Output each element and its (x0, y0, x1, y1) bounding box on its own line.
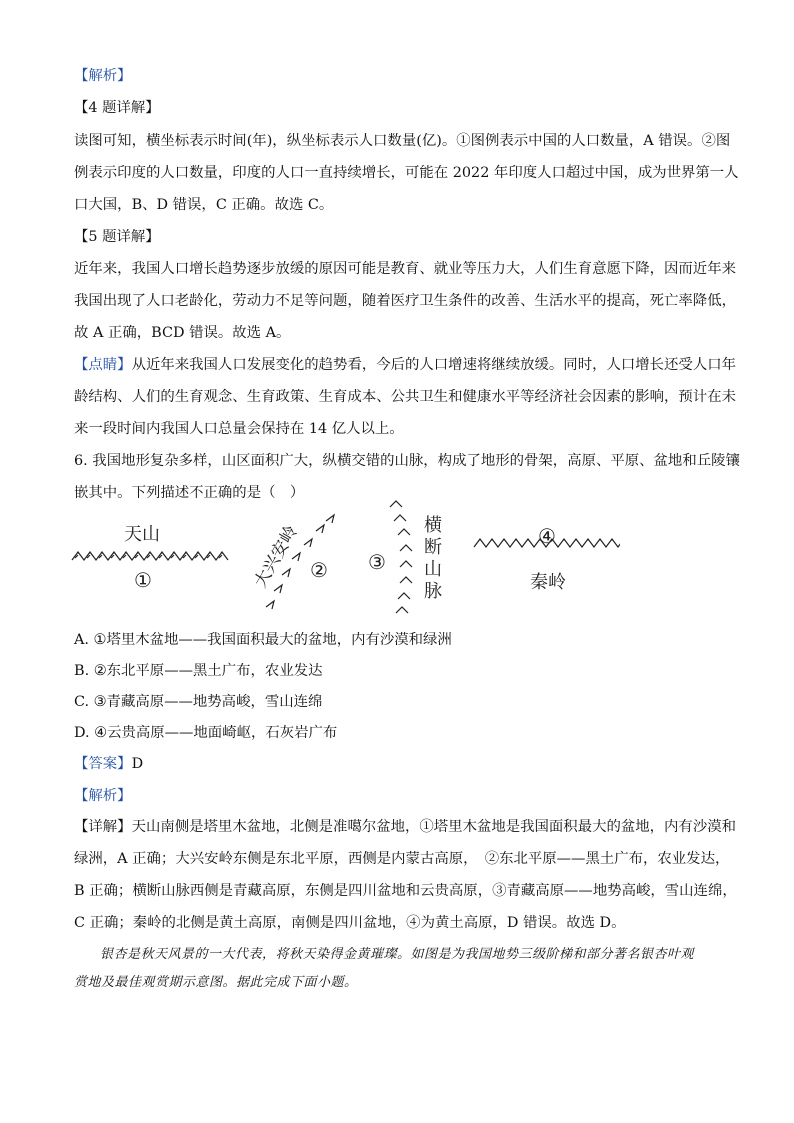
q5-line-3: 故 A 正确，BCD 错误。故选 A。 (74, 325, 291, 341)
q5-line-2: 我国出现了人口老龄化，劳动力不足等问题，随着医疗卫生条件的改善、生活水平的提高，死亡率降低， (74, 293, 736, 309)
marker-4: ④ (538, 524, 556, 548)
next-intro-line-2: 赏地及最佳观赏期示意图。据此完成下面小题。 (74, 975, 358, 990)
dianjing-text-1: 从近年来我国人口发展变化的趋势看，今后的人口增速将继续放缓。同时，人口增长还受人口年 (131, 357, 736, 373)
answer-heading: 【答案】 (74, 756, 132, 772)
tianshan-label: 天山 (124, 524, 160, 545)
next-intro-line-1: 银杏是秋天风景的一大代表，将秋天染得金黄璀璨。如图是为我国地势三级阶梯和部分著名银杏叶观 (100, 947, 695, 962)
marker-2: ② (310, 558, 328, 582)
q4-line-1: 读图可知，横坐标表示时间(年)，纵坐标表示人口数量(亿)。①图例表示中国的人口数量，A 错误。②图 (74, 133, 731, 149)
q4-line-3: 口大国，B、D 错误，C 正确。故选 C。 (74, 197, 334, 213)
detail-line-3: B 正确；横断山脉西侧是青藏高原，东侧是四川盆地和云贵高原，③青藏高原——地势高峻，雪山连绵， (74, 883, 737, 899)
jiexi-heading-2: 【解析】 (74, 788, 132, 804)
mountain-ranges-figure (60, 495, 620, 620)
q5-heading: 【5 题详解】 (74, 229, 160, 245)
hengduan-label-3: 山 (424, 559, 442, 580)
q6-stem-line-1: 6. 我国地形复杂多样，山区面积广大，纵横交错的山脉，构成了地形的骨架，高原、平原、盆地和丘陵镶 (74, 453, 740, 469)
hengduan-label-2: 断 (424, 537, 442, 558)
detail-line-2: 绿洲，A 正确；大兴安岭东侧是东北平原，西侧是内蒙古高原， ②东北平原——黑土广布，农业发达， (74, 851, 730, 867)
answer-line (74, 754, 724, 774)
option-b: B. ②东北平原——黑土广布，农业发达 (74, 663, 323, 679)
marker-3: ③ (368, 550, 386, 574)
tianshan-mountain-symbol (72, 552, 228, 560)
hengduan-mountain-symbol (390, 501, 412, 613)
marker-1: ① (134, 568, 152, 592)
daxinganling-label: 大兴安岭 (250, 522, 302, 592)
hengduan-label-1: 横 (424, 515, 442, 536)
option-c: C. ③青藏高原——地势高峻，雪山连绵 (74, 694, 323, 710)
qinling-label: 秦岭 (530, 572, 566, 593)
dianjing-line-3: 来一段时间内我国人口总量会保持在 14 亿人以上。 (74, 421, 404, 437)
dianjing-paragraph-line-1 (74, 355, 736, 375)
hengduan-label-4: 脉 (424, 581, 442, 602)
detail-line-4: C 正确；秦岭的北侧是黄土高原，南侧是四川盆地，④为黄土高原，D 错误。故选 D。 (74, 915, 626, 931)
q5-line-1: 近年来，我国人口增长趋势逐步放缓的原因可能是教育、就业等压力大，人们生育意愿下降，因而近年来 (74, 261, 736, 277)
dianjing-heading: 【点睛】 (74, 357, 132, 373)
detail-heading: 【详解】 (74, 819, 132, 835)
answer-value: D (131, 756, 144, 772)
q4-line-2: 例表示印度的人口数量，印度的人口一直持续增长，可能在 2022 年印度人口超过中国，成为世界第一人 (74, 165, 739, 181)
q6-stem-line-2: 嵌其中。下列描述不正确的是（ ） (74, 485, 305, 501)
dianjing-line-2: 龄结构、人们的生育观念、生育政策、生育成本、公共卫生和健康水平等经济社会因素的影响，预计在未 (74, 389, 736, 405)
jiexi-heading: 【解析】 (74, 68, 132, 84)
detail-text-1: 天山南侧是塔里木盆地，北侧是准噶尔盆地，①塔里木盆地是我国面积最大的盆地，内有沙漠和 (131, 819, 736, 835)
option-d: D. ④云贵高原——地面崎岖，石灰岩广布 (74, 725, 338, 741)
option-a: A. ①塔里木盆地——我国面积最大的盆地，内有沙漠和绿洲 (74, 632, 452, 648)
detail-line-1 (74, 817, 736, 837)
q4-heading: 【4 题详解】 (74, 100, 160, 116)
